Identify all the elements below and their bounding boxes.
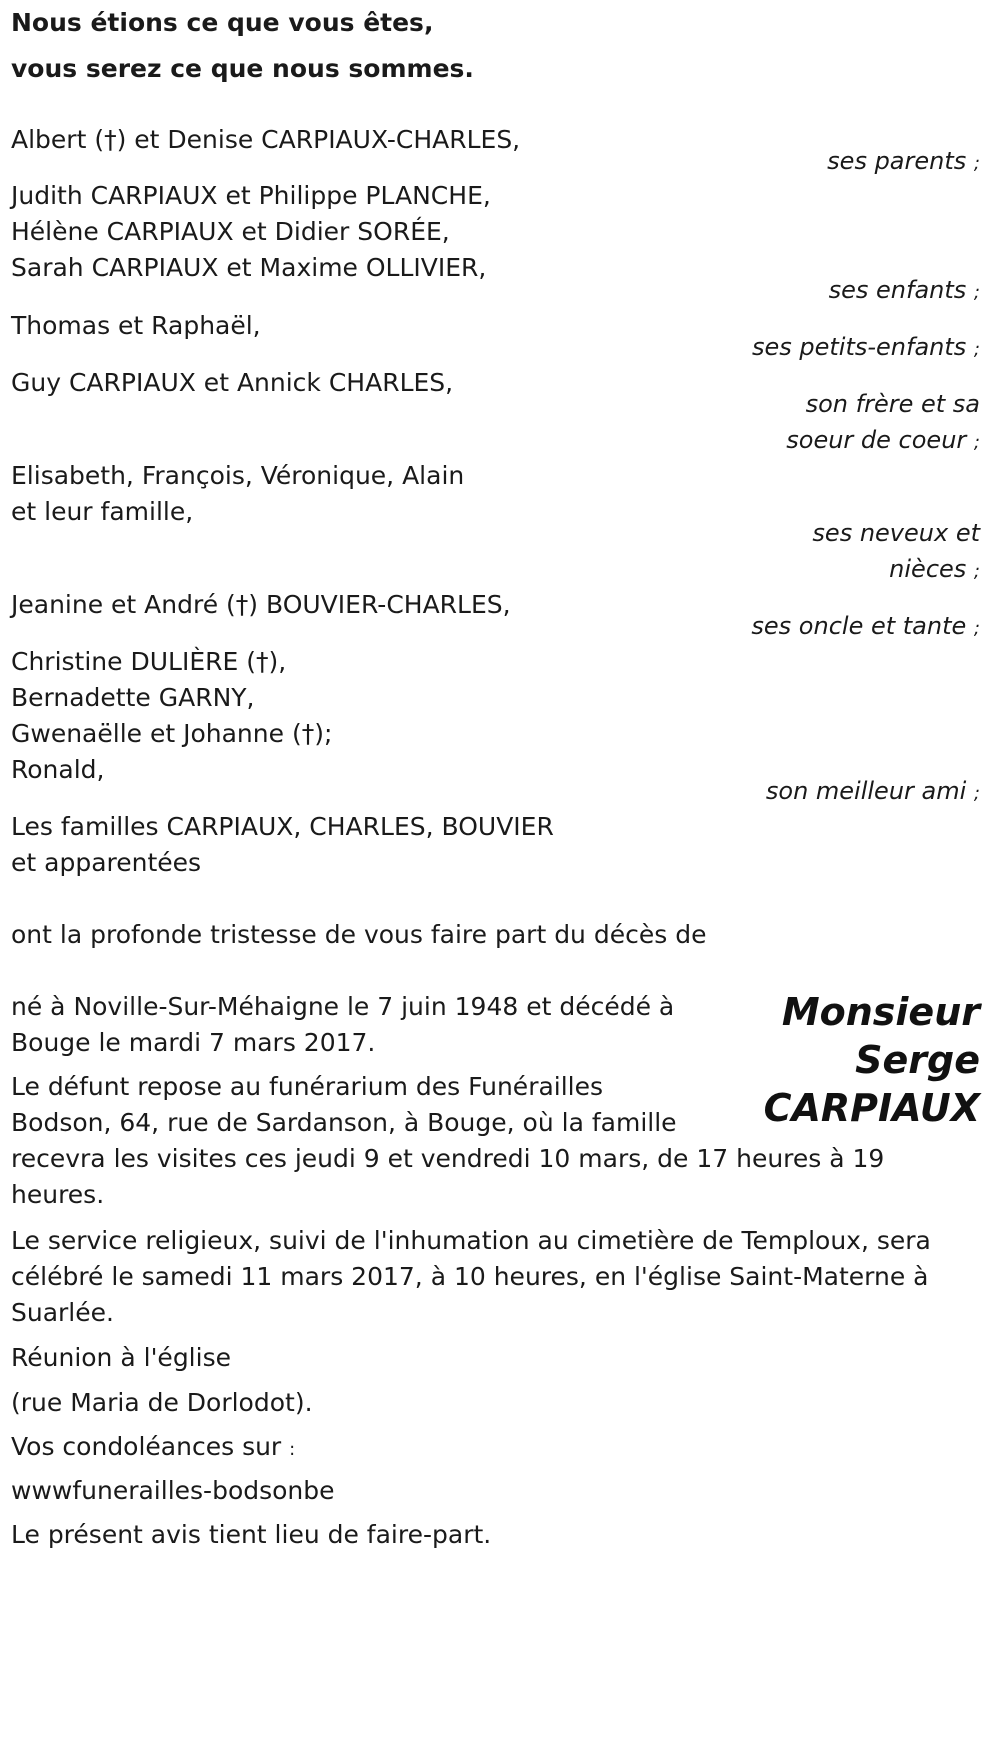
family-role: ses parents ; bbox=[827, 147, 980, 175]
service-info-line: Le service religieux, suivi de l'inhumation au cimetière de Temploux, sera bbox=[11, 1226, 931, 1255]
service-info-line: Suarlée. bbox=[11, 1298, 114, 1327]
family-role: ses enfants ; bbox=[828, 276, 980, 304]
service-info-line: célébré le samedi 11 mars 2017, à 10 heures, en l'église Saint-Materne à bbox=[11, 1262, 929, 1291]
family-role: ses neveux et bbox=[812, 519, 980, 547]
birth-death-line: Bouge le mardi 7 mars 2017. bbox=[11, 1028, 376, 1057]
closing-note: Le présent avis tient lieu de faire-part. bbox=[11, 1520, 492, 1549]
deceased-first-name: Serge bbox=[855, 1038, 980, 1082]
family-role: ses oncle et tante ; bbox=[751, 612, 980, 640]
rest-info-line: heures. bbox=[11, 1180, 105, 1209]
family-name-line: Judith CARPIAUX et Philippe PLANCHE, bbox=[11, 181, 491, 210]
rest-info-line: Le défunt repose au funérarium des Funérailles bbox=[11, 1072, 604, 1101]
family-name-line: Hélène CARPIAUX et Didier SORÉE, bbox=[11, 217, 450, 246]
family-name-line: Bernadette GARNY, bbox=[11, 683, 255, 712]
announcement-text: ont la profonde tristesse de vous faire part du décès de bbox=[11, 920, 707, 949]
family-role: ses petits-enfants ; bbox=[751, 333, 980, 361]
family-role: son frère et sa bbox=[805, 390, 980, 418]
family-name-line: Sarah CARPIAUX et Maxime OLLIVIER, bbox=[11, 253, 487, 282]
heading-line-2: vous serez ce que nous sommes. bbox=[11, 54, 474, 83]
family-name-line: Christine DULIÈRE (†), bbox=[11, 647, 287, 676]
deceased-title: Monsieur bbox=[781, 990, 980, 1034]
rest-info-line: Bodson, 64, rue de Sardanson, à Bouge, où la famille bbox=[11, 1108, 677, 1137]
family-role: nièces ; bbox=[889, 555, 980, 583]
family-name-line: Gwenaëlle et Johanne (†); bbox=[11, 719, 333, 748]
family-name-line: Jeanine et André (†) BOUVIER-CHARLES, bbox=[11, 590, 511, 619]
condolences-website: wwwfunerailles-bodsonbe bbox=[11, 1476, 335, 1505]
family-name-line: Elisabeth, François, Véronique, Alain bbox=[11, 461, 465, 490]
family-name-line: Thomas et Raphaël, bbox=[11, 311, 261, 340]
family-role: son meilleur ami ; bbox=[765, 777, 980, 805]
heading-line-1: Nous étions ce que vous êtes, bbox=[11, 8, 434, 37]
obituary-notice bbox=[11, 0, 991, 1738]
family-name-line: Les familles CARPIAUX, CHARLES, BOUVIER bbox=[11, 812, 554, 841]
deceased-last-name: CARPIAUX bbox=[763, 1086, 980, 1130]
meeting-address: (rue Maria de Dorlodot). bbox=[11, 1388, 313, 1417]
family-name-line: Albert (†) et Denise CARPIAUX-CHARLES, bbox=[11, 125, 521, 154]
family-name-line: et apparentées bbox=[11, 848, 202, 877]
family-name-line: Ronald, bbox=[11, 755, 105, 784]
condolences-label: Vos condoléances sur : bbox=[11, 1432, 296, 1461]
deceased-name bbox=[764, 988, 980, 1132]
rest-info-line: recevra les visites ces jeudi 9 et vendredi 10 mars, de 17 heures à 19 bbox=[11, 1144, 885, 1173]
family-name-line: Guy CARPIAUX et Annick CHARLES, bbox=[11, 368, 454, 397]
birth-death-line: né à Noville-Sur-Méhaigne le 7 juin 1948 et décédé à bbox=[11, 992, 675, 1021]
family-role: soeur de coeur ; bbox=[786, 426, 980, 454]
meeting-line: Réunion à l'église bbox=[11, 1343, 231, 1372]
family-name-line: et leur famille, bbox=[11, 497, 194, 526]
